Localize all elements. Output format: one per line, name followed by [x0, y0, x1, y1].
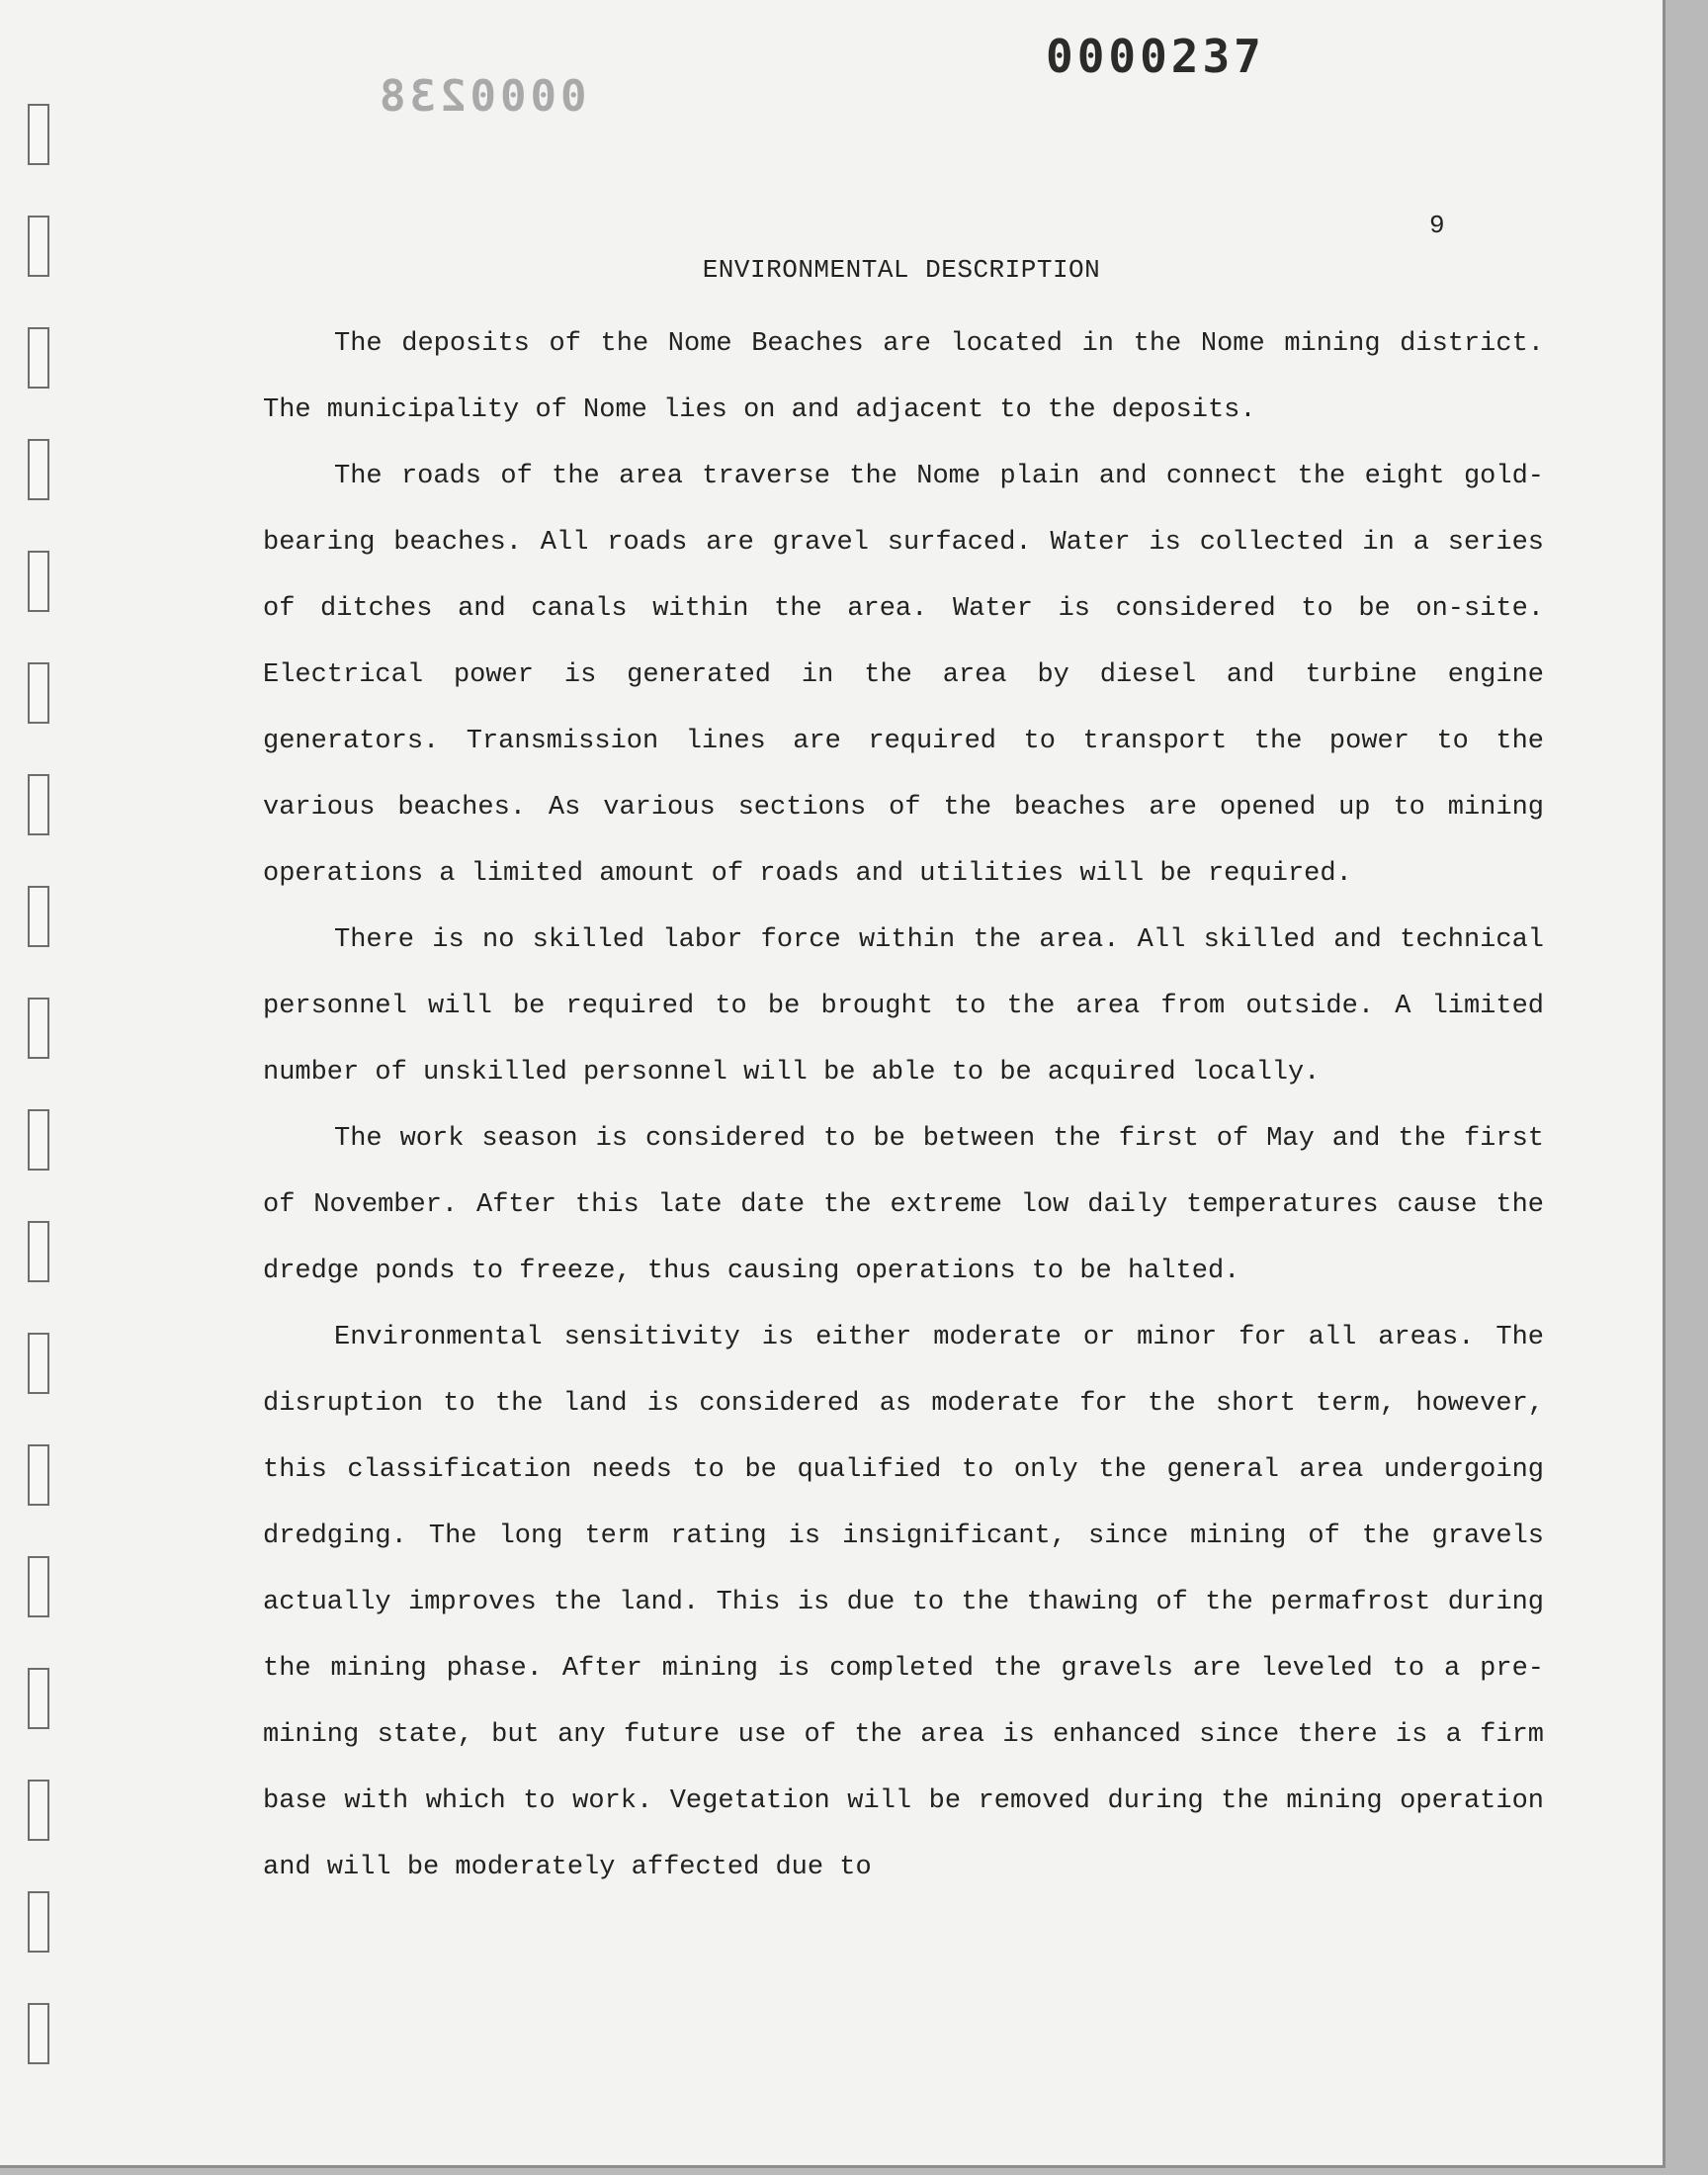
punch-hole [28, 1780, 49, 1841]
body-text [263, 311, 1544, 1901]
page-number: 9 [1429, 211, 1445, 240]
punch-hole [28, 1221, 49, 1282]
faint-bleed-through-number: 0000238 [376, 71, 587, 122]
paragraph: Environmental sensitivity is either moderate or minor for all areas. The disruption to the land is considered as moderate for the short term, however, this classification needs to be qualified to only the general area undergoing dredging. The long term rating is insignificant, since mining of the gravels actually improves the land. This is due to the thawing of the permafrost during the mining phase. After mining is completed the gravels are leveled to a pre-mining state, but any future use of the area is enhanced since there is a firm base with which to work. Vegetation will be removed during the mining operation and will be moderately affected due to [263, 1323, 1544, 1882]
punch-hole [28, 2003, 49, 2064]
paragraph: The deposits of the Nome Beaches are located in the Nome mining district. The municipality of Nome lies on and adjacent to the deposits. [263, 329, 1544, 425]
punch-hole [28, 327, 49, 389]
punch-hole [28, 1109, 49, 1171]
punch-hole [28, 1891, 49, 1953]
punch-hole [28, 1668, 49, 1729]
paragraph: There is no skilled labor force within the area. All skilled and technical personnel will be required to be brought to the area from outside. A limited number of unskilled personnel will be able to be acquired locally. [263, 925, 1544, 1088]
paragraph: The roads of the area traverse the Nome plain and connect the eight gold-bearing beaches. All roads are gravel surfaced. Water is collected in a series of ditches and canals within the area. Water is considered to be on-site. Electrical power is generated in the area by diesel and turbine engine generators. Transmission lines are required to transport the power to the various beaches. As various sections of the beaches are opened up to mining operations a limited amount of roads and utilities will be required. [263, 462, 1544, 889]
paragraph: The work season is considered to be between the first of May and the first of November. After this late date the extreme low daily temperatures cause the dredge ponds to freeze, thus causing operations to be halted. [263, 1124, 1544, 1286]
punch-hole [28, 104, 49, 165]
punch-hole-strip [28, 104, 53, 2071]
document-number-stamp: 0000237 [1046, 30, 1265, 83]
punch-hole [28, 1444, 49, 1506]
punch-hole [28, 1333, 49, 1394]
punch-hole [28, 551, 49, 612]
section-title: ENVIRONMENTAL DESCRIPTION [702, 255, 1101, 285]
punch-hole [28, 1556, 49, 1617]
punch-hole [28, 439, 49, 500]
punch-hole [28, 662, 49, 724]
punch-hole [28, 886, 49, 947]
punch-hole [28, 998, 49, 1059]
punch-hole [28, 774, 49, 835]
